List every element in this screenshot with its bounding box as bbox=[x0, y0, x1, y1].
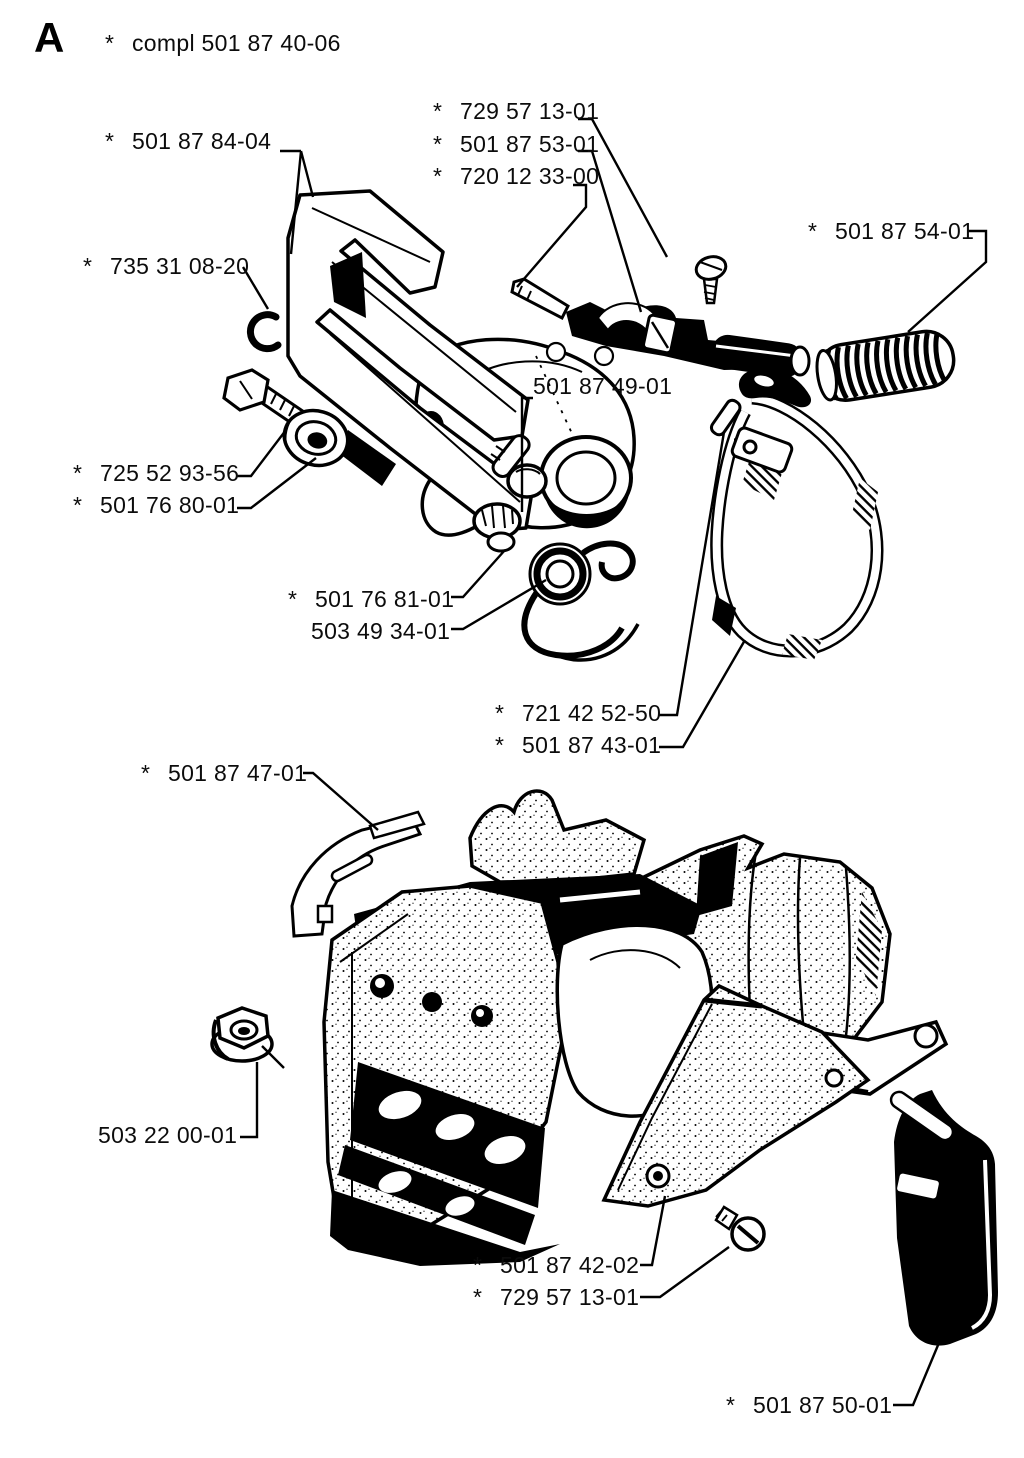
knob bbox=[474, 504, 520, 551]
side-cover bbox=[888, 1089, 998, 1346]
cover-screw bbox=[716, 1207, 764, 1250]
leader-501-76-81-01 bbox=[451, 550, 505, 597]
leader-501-87-47-01 bbox=[303, 773, 378, 830]
flange-nut bbox=[212, 1008, 272, 1061]
part-label: * 501 87 42-02 bbox=[473, 1252, 640, 1278]
part-label: * 501 87 54-01 bbox=[808, 218, 975, 244]
torsion-spring bbox=[524, 544, 638, 661]
leader-501-87-54-01 bbox=[908, 231, 986, 332]
brake-band bbox=[709, 368, 878, 660]
part-label: * 501 87 84-04 bbox=[105, 128, 272, 154]
section-letter: A bbox=[34, 14, 66, 61]
band-spring bbox=[813, 328, 957, 405]
part-label: * 721 42 52-50 bbox=[495, 700, 662, 726]
leader-501-76-80-01 bbox=[237, 458, 316, 508]
part-label: * 725 52 93-56 bbox=[73, 460, 240, 486]
circlip bbox=[250, 315, 278, 349]
part-label: 503 22 00-01 bbox=[98, 1122, 238, 1148]
leader-501-87-50-01 bbox=[893, 1338, 941, 1405]
part-label: * 501 87 47-01 bbox=[141, 760, 308, 786]
part-label: * 729 57 13-01 bbox=[433, 98, 600, 124]
part-label: * 735 31 08-20 bbox=[83, 253, 250, 279]
part-label: * 729 57 13-01 bbox=[473, 1284, 640, 1310]
part-label: * 501 87 50-01 bbox=[726, 1392, 893, 1418]
part-label: * 501 87 53-01 bbox=[433, 131, 600, 157]
part-label: * 501 76 81-01 bbox=[288, 586, 455, 612]
part-label: 501 87 49-01 bbox=[533, 373, 673, 399]
assembly-note: * compl 501 87 40-06 bbox=[105, 30, 341, 56]
leader-720-12-33-00 bbox=[517, 185, 586, 287]
upper-screw bbox=[694, 253, 729, 303]
part-label: 503 49 34-01 bbox=[311, 618, 451, 644]
leader-501-87-43-01 bbox=[659, 640, 745, 747]
leader-725-52-93-56 bbox=[237, 430, 286, 476]
part-label: * 720 12 33-00 bbox=[433, 163, 600, 189]
part-label: * 501 87 43-01 bbox=[495, 732, 662, 758]
part-label: * 501 76 80-01 bbox=[73, 492, 240, 518]
